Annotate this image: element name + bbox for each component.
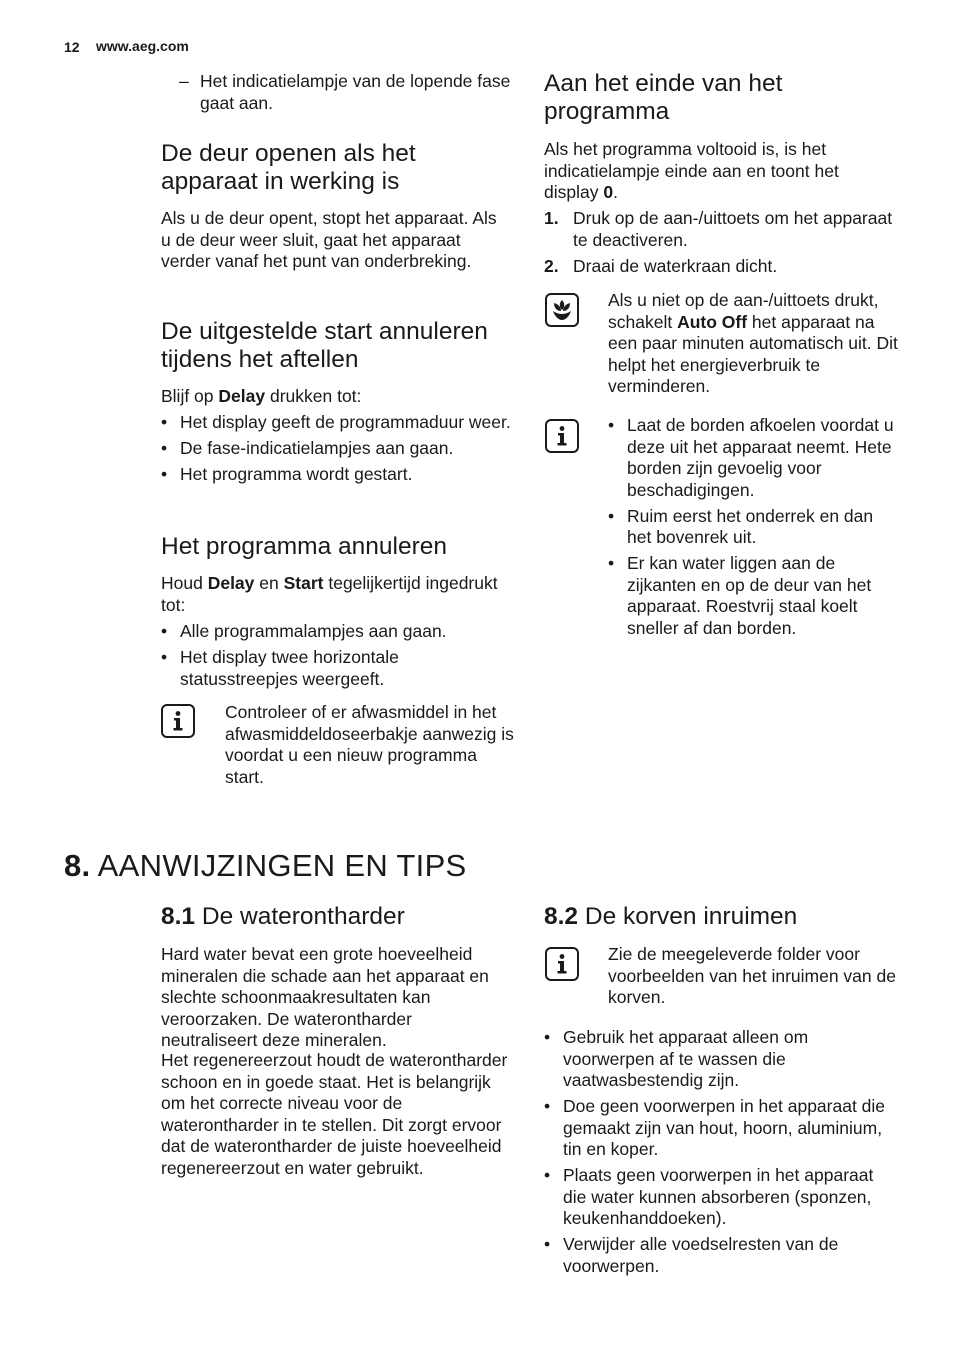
section-title-end: Aan het einde van het programma	[544, 70, 783, 125]
list-item: • Er kan water liggen aan de zijkanten en op de deur van het apparaat. Roestvrij staal koelt sneller af dan borden.	[608, 553, 898, 639]
section-title-water-softener: 8.1 De waterontharder	[161, 903, 405, 930]
section-body-door: Als u de deur opent, stopt het apparaat. Als u de deur weer sluit, gaat het apparaat verder vanaf het punt van onderbreking.	[161, 208, 497, 271]
section-title-door: De deur openen als het apparaat in werking is	[161, 140, 416, 195]
chapter-title: 8. AANWIJZINGEN EN TIPS	[64, 848, 467, 883]
list-item: • Doe geen voorwerpen in het apparaat die gemaakt zijn van hout, hoorn, aluminium, tin en koper.	[544, 1096, 896, 1161]
list-item: • Het display geeft de programmaduur weer.	[161, 412, 511, 434]
eco-note-auto-off: Als u niet op de aan-/uittoets drukt, schakelt Auto Off het apparaat na een paar minuten automatisch uit. Dit helpt het energieverbruik te verminderen.	[608, 290, 898, 396]
baskets-bullet-list	[544, 1027, 896, 1282]
info-bullet-list	[608, 415, 898, 644]
list-item: • De fase-indicatielampjes aan gaan.	[161, 438, 511, 460]
info-icon	[161, 704, 195, 738]
step-item: 1. Druk op de aan-/uittoets om het apparaat te deactiveren.	[544, 208, 893, 250]
page-number: 12	[64, 39, 80, 55]
info-icon	[545, 419, 579, 453]
list-item: • Laat de borden afkoelen voordat u deze uit het apparaat neemt. Hete borden zijn gevoelig voor beschadigingen.	[608, 415, 898, 501]
section-title-delay: De uitgestelde start annuleren tijdens het aftellen	[161, 318, 488, 373]
end-step-list	[544, 208, 894, 282]
water-softener-paragraph-1: Hard water bevat een grote hoeveelheid mineralen die schade aan het apparaat en slechte schoonmaakresultaten kan veroorzaken. De waterontharder neutraliseert deze mineralen.	[161, 944, 489, 1050]
section-title-cancel: Het programma annuleren	[161, 533, 447, 560]
delay-bullet-list	[161, 412, 511, 490]
list-item: • Verwijder alle voedselresten van de voorwerpen.	[544, 1234, 896, 1277]
step-item: 2. Draai de waterkraan dicht.	[544, 255, 778, 276]
info-icon	[545, 947, 579, 981]
section-body-end: Als het programma voltooid is, is het indicatielampje einde aan en toont het display 0.	[544, 139, 839, 202]
section-title-baskets: 8.2 De korven inruimen	[544, 903, 798, 930]
info-note-baskets: Zie de meegeleverde folder voor voorbeelden van het inruimen van de korven.	[608, 944, 896, 1007]
list-item: • Alle programmalampjes aan gaan.	[161, 621, 511, 643]
water-softener-paragraph-2: Het regenereerzout houdt de waterontharder schoon en in goede staat. Het is belangrijk om het correcte niveau voor de waterontharder in te stellen. Dit zorgt ervoor dat de waterontharder de juiste hoeveelheid regenereerzout en water gebruikt.	[161, 1050, 508, 1178]
list-item: • Ruim eerst het onderrek en dan het bovenrek uit.	[608, 506, 898, 549]
list-item: • Het programma wordt gestart.	[161, 464, 511, 486]
eco-icon	[545, 293, 579, 327]
cancel-bullet-list	[161, 621, 511, 695]
list-item: • Gebruik het apparaat alleen om voorwerpen af te wassen die vaatwasbestendig zijn.	[544, 1027, 896, 1092]
section-intro-cancel: Houd Delay en Start tegelijkertijd ingedrukt tot:	[161, 573, 498, 615]
info-note-detergent: Controleer of er afwasmiddel in het afwasmiddeldoseerbakje aanwezig is voordat u een nieuw programma start.	[225, 702, 514, 787]
list-item: • Het display twee horizontale statusstreepjes weergeeft.	[161, 647, 511, 690]
section-intro-delay: Blijf op Delay drukken tot:	[161, 386, 362, 406]
header-url: www.aeg.com	[96, 38, 189, 54]
dash-symbol: –	[179, 71, 189, 91]
list-item: • Plaats geen voorwerpen in het apparaat die water kunnen absorberen (sponzen, keukenhanddoeken).	[544, 1165, 896, 1230]
dash-item: – Het indicatielampje van de lopende fase gaat aan.	[179, 71, 511, 113]
